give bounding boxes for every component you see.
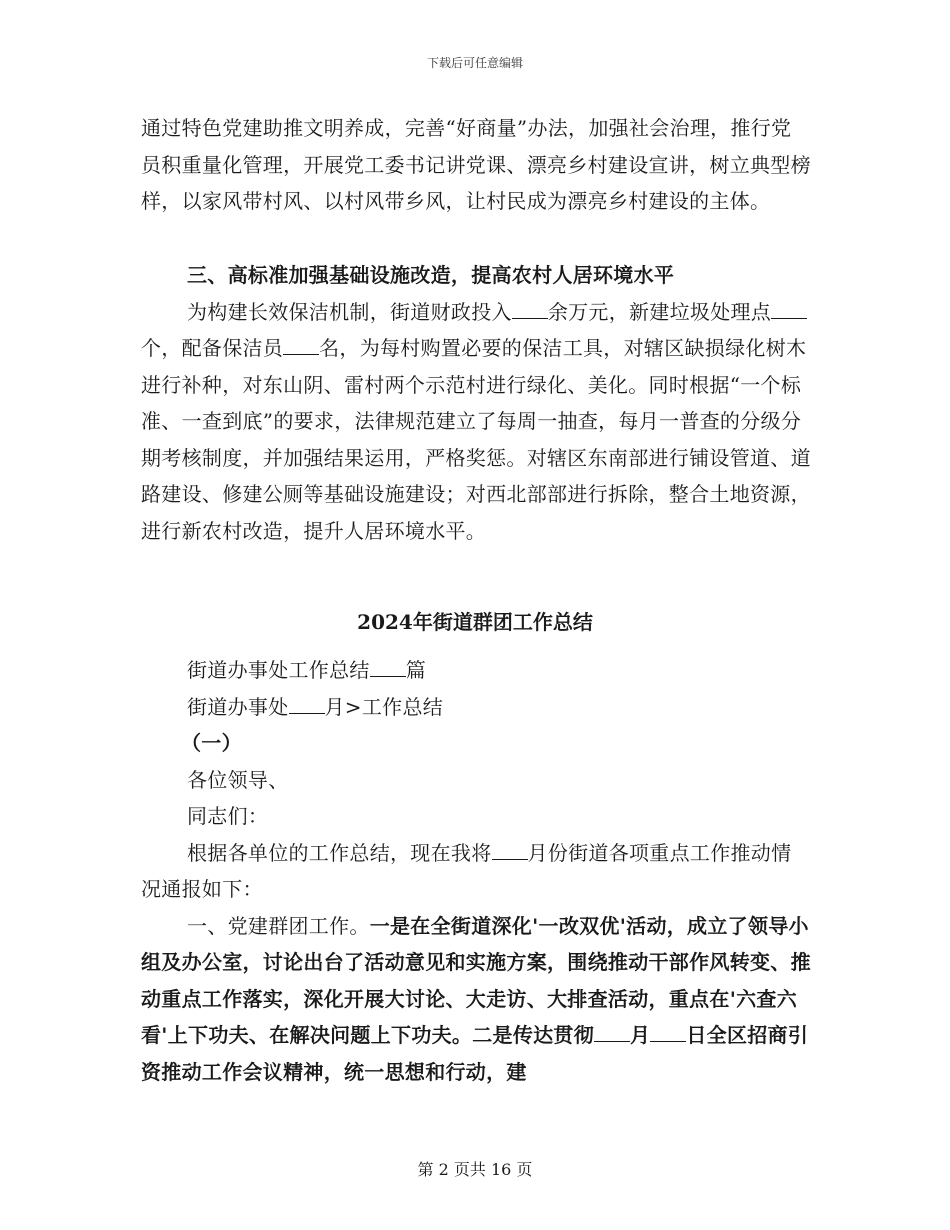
text-segment: 余万元，新建垃圾处理点 xyxy=(547,299,772,324)
summary-line-2 xyxy=(141,689,811,726)
fill-blank xyxy=(594,1040,630,1042)
text-segment: 根据各单位的工作总结，现在我将 xyxy=(187,840,492,865)
page-header: 下载后可任意编辑 xyxy=(426,56,523,70)
fill-blank xyxy=(650,1040,686,1042)
salutation-comrades: 同志们： xyxy=(187,804,269,828)
text-segment-bold: 日全区招商引资推动工作会议精神，统一思想和行动，建 xyxy=(141,1023,809,1084)
text-segment: 个，配备保洁员 xyxy=(141,336,284,360)
text-segment: 街道办事处工作总结 xyxy=(187,658,370,682)
document-title: 2024年街道群团工作总结 xyxy=(357,610,593,634)
text-segment: 篇 xyxy=(405,658,427,682)
text-segment-bold: 一是在全街道深化'一改双优'活动，成立了领导小组及办公室，讨论出台了活动意见和实施方案，围绕推动干部作风转变、推动重点工作落实，深化开展大讨论、大走访、大排查活动，重点在'六查六看'上下功夫、在解决问题上下功夫。二是传达贯彻 xyxy=(141,913,811,1047)
text-segment: 月>工作总结 xyxy=(324,694,444,719)
text-segment-bold: 月 xyxy=(630,1023,651,1047)
paragraph-continued: 通过特色党建助推文明养成，完善“好商量”办法，加强社会治理，推行党员积重量化管理，开展党工委书记讲党课、漂亮乡村建设宣讲，树立典型榜样，以家风带村风、以村风带乡风，让村民成为漂亮乡村建设的主体。 xyxy=(141,116,811,213)
fill-blank xyxy=(512,317,548,319)
section-3-block xyxy=(141,257,811,549)
text-segment: 街道办事处 xyxy=(187,694,289,719)
fill-blank xyxy=(283,353,319,355)
fill-blank xyxy=(492,858,528,860)
text-segment: 一、党建群团工作。 xyxy=(187,913,370,938)
fill-blank xyxy=(771,317,807,319)
text-segment: 名，为每村购置必要的保洁工具，对辖区缺损绿化树木进行补种，对东山阴、雷村两个示范村进行绿化、美化。同时根据“一个标准、一查到底”的要求，法律规范建立了每周一抽查，每月一普查的分级分期考核制度，并加强结果运用，严格奖惩。对辖区东南部进行铺设管道、道路建设、修建公厕等基础设施建设；对西北部部进行拆除，整合土地资源，进行新农村改造，提升人居环境水平。 xyxy=(141,336,811,543)
section-heading-3: 三、高标准加强基础设施改造，提高农村人居环境水平 xyxy=(187,263,675,287)
paragraph-intro xyxy=(141,835,811,908)
section-2-block xyxy=(141,652,811,1090)
section-1-block xyxy=(141,110,811,220)
page-footer: 第 2 页共 16 页 xyxy=(417,1160,533,1179)
text-segment: 月份街道各项重点工作推动情况通报如下： xyxy=(141,840,792,901)
summary-line-1 xyxy=(141,652,811,689)
paragraph-infrastructure xyxy=(141,294,811,550)
text-segment: 为构建长效保洁机制，街道财政投入 xyxy=(187,299,512,324)
salutation-leaders: 各位领导、 xyxy=(187,767,289,792)
fill-blank xyxy=(370,675,406,677)
paragraph-party-building xyxy=(141,908,811,1091)
fill-blank xyxy=(289,712,325,714)
section-number: （一） xyxy=(181,731,242,755)
